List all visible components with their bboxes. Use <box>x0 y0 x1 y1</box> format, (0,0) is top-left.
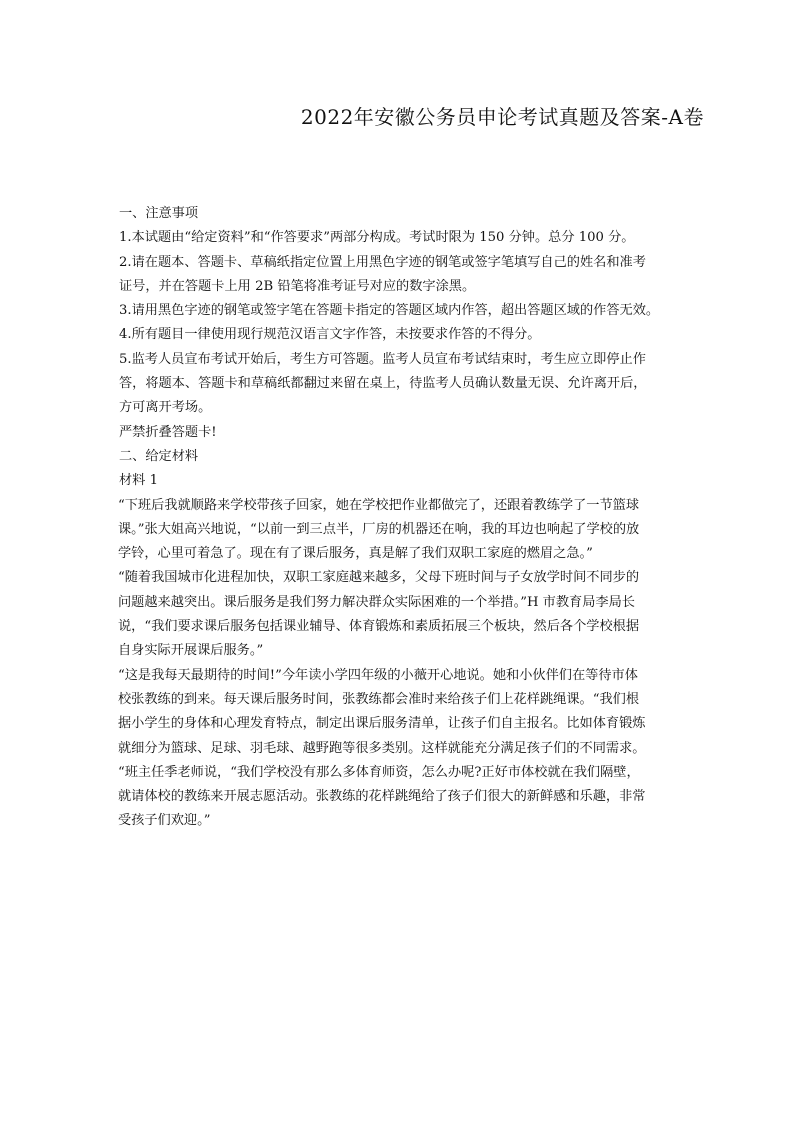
note-item <box>119 226 699 250</box>
notes-list <box>119 226 699 420</box>
note-line: 4.所有题目一律使用现行规范汉语言文字作答，未按要求作答的不得分。 <box>119 327 541 343</box>
material-paragraph <box>118 494 699 567</box>
material-paragraph <box>118 566 699 663</box>
material-paragraph <box>118 761 699 834</box>
section-heading-notes: 一、注意事项 <box>119 206 199 221</box>
material-label: 材料 1 <box>119 473 158 489</box>
note-line: 1.本试题由“给定资料”和“作答要求”两部分构成。考试时限为 150 分钟。总分 100 分。 <box>119 230 635 246</box>
note-item <box>119 251 699 300</box>
note-item <box>119 348 699 421</box>
section-heading-materials: 二、给定材料 <box>119 448 199 464</box>
paragraph-line: 就细分为篮球、足球、羽毛球、越野跑等很多类别。这样就能充分满足孩子们的不同需求。 <box>118 740 646 756</box>
paragraph-line: “随着我国城市化进程加快，双职工家庭越来越多，父母下班时间与子女放学时间不同步的 <box>118 570 640 586</box>
paragraph-line: 据小学生的身体和心理发育特点，制定出课后服务清单，让孩子们自主报名。比如体育锻炼 <box>118 716 646 732</box>
paragraph-line: 就请体校的教练来开展志愿活动。张教练的花样跳绳给了孩子们很大的新鲜感和乐趣，非常 <box>118 789 646 805</box>
paragraph-line: 问题越来越突出。课后服务是我们努力解决群众实际困难的一个举措。”H 市教育局李局长 <box>118 594 635 610</box>
paragraph-line: 学铃，心里可着急了。现在有了课后服务，真是解了我们双职工家庭的燃眉之急。” <box>118 546 593 562</box>
note-item <box>119 299 699 323</box>
warning-text: 严禁折叠答题卡! <box>119 424 217 440</box>
paragraph-line: “班主任季老师说，“我们学校没有那么多体育师资，怎么办呢?正好市体校就在我们隔壁， <box>118 764 640 780</box>
paragraph-line: 说，“我们要求课后服务包括课业辅导、体育锻炼和素质拓展三个板块，然后各个学校根据 <box>118 619 640 635</box>
note-line: 方可离开考场。 <box>119 400 212 416</box>
paragraph-line: 课。”张大姐高兴地说，“以前一到三点半，厂房的机器还在响，我的耳边也响起了学校的放 <box>118 521 640 537</box>
note-line: 3.请用黑色字迹的钢笔或签字笔在答题卡指定的答题区域内作答，超出答题区域的作答无效。 <box>119 303 660 319</box>
document-body <box>119 202 699 834</box>
note-line: 2.请在题本、答题卡、草稿纸指定位置上用黑色字迹的钢笔或签字笔填写自己的姓名和准考 <box>119 254 646 270</box>
material-paragraph <box>118 664 699 761</box>
note-item <box>119 323 699 347</box>
note-line: 证号，并在答题卡上用 2B 铅笔将准考证号对应的数字涂黑。 <box>119 278 476 294</box>
paragraph-line: 自身实际开展课后服务。” <box>118 643 264 659</box>
paragraph-line: “下班后我就顺路来学校带孩子回家，她在学校把作业都做完了，还跟着教练学了一节篮球 <box>118 497 640 513</box>
paragraph-line: 受孩子们欢迎。” <box>118 813 211 829</box>
note-line: 答，将题本、答题卡和草稿纸都翻过来留在桌上，待监考人员确认数量无误、允许离开后， <box>119 376 647 392</box>
note-line: 5.监考人员宣布考试开始后，考生方可答题。监考人员宣布考试结束时，考生应立即停止作 <box>119 351 646 367</box>
material-paragraphs <box>119 494 699 834</box>
document-title: 2022年安徽公务员申论考试真题及答案-A卷 <box>300 105 704 129</box>
paragraph-line: 校张教练的到来。每天课后服务时间，张教练都会准时来给孩子们上花样跳绳课。“我们根 <box>118 691 640 707</box>
paragraph-line: “这是我每天最期待的时间!”今年读小学四年级的小薇开心地说。她和小伙伴们在等待市体 <box>118 667 638 683</box>
